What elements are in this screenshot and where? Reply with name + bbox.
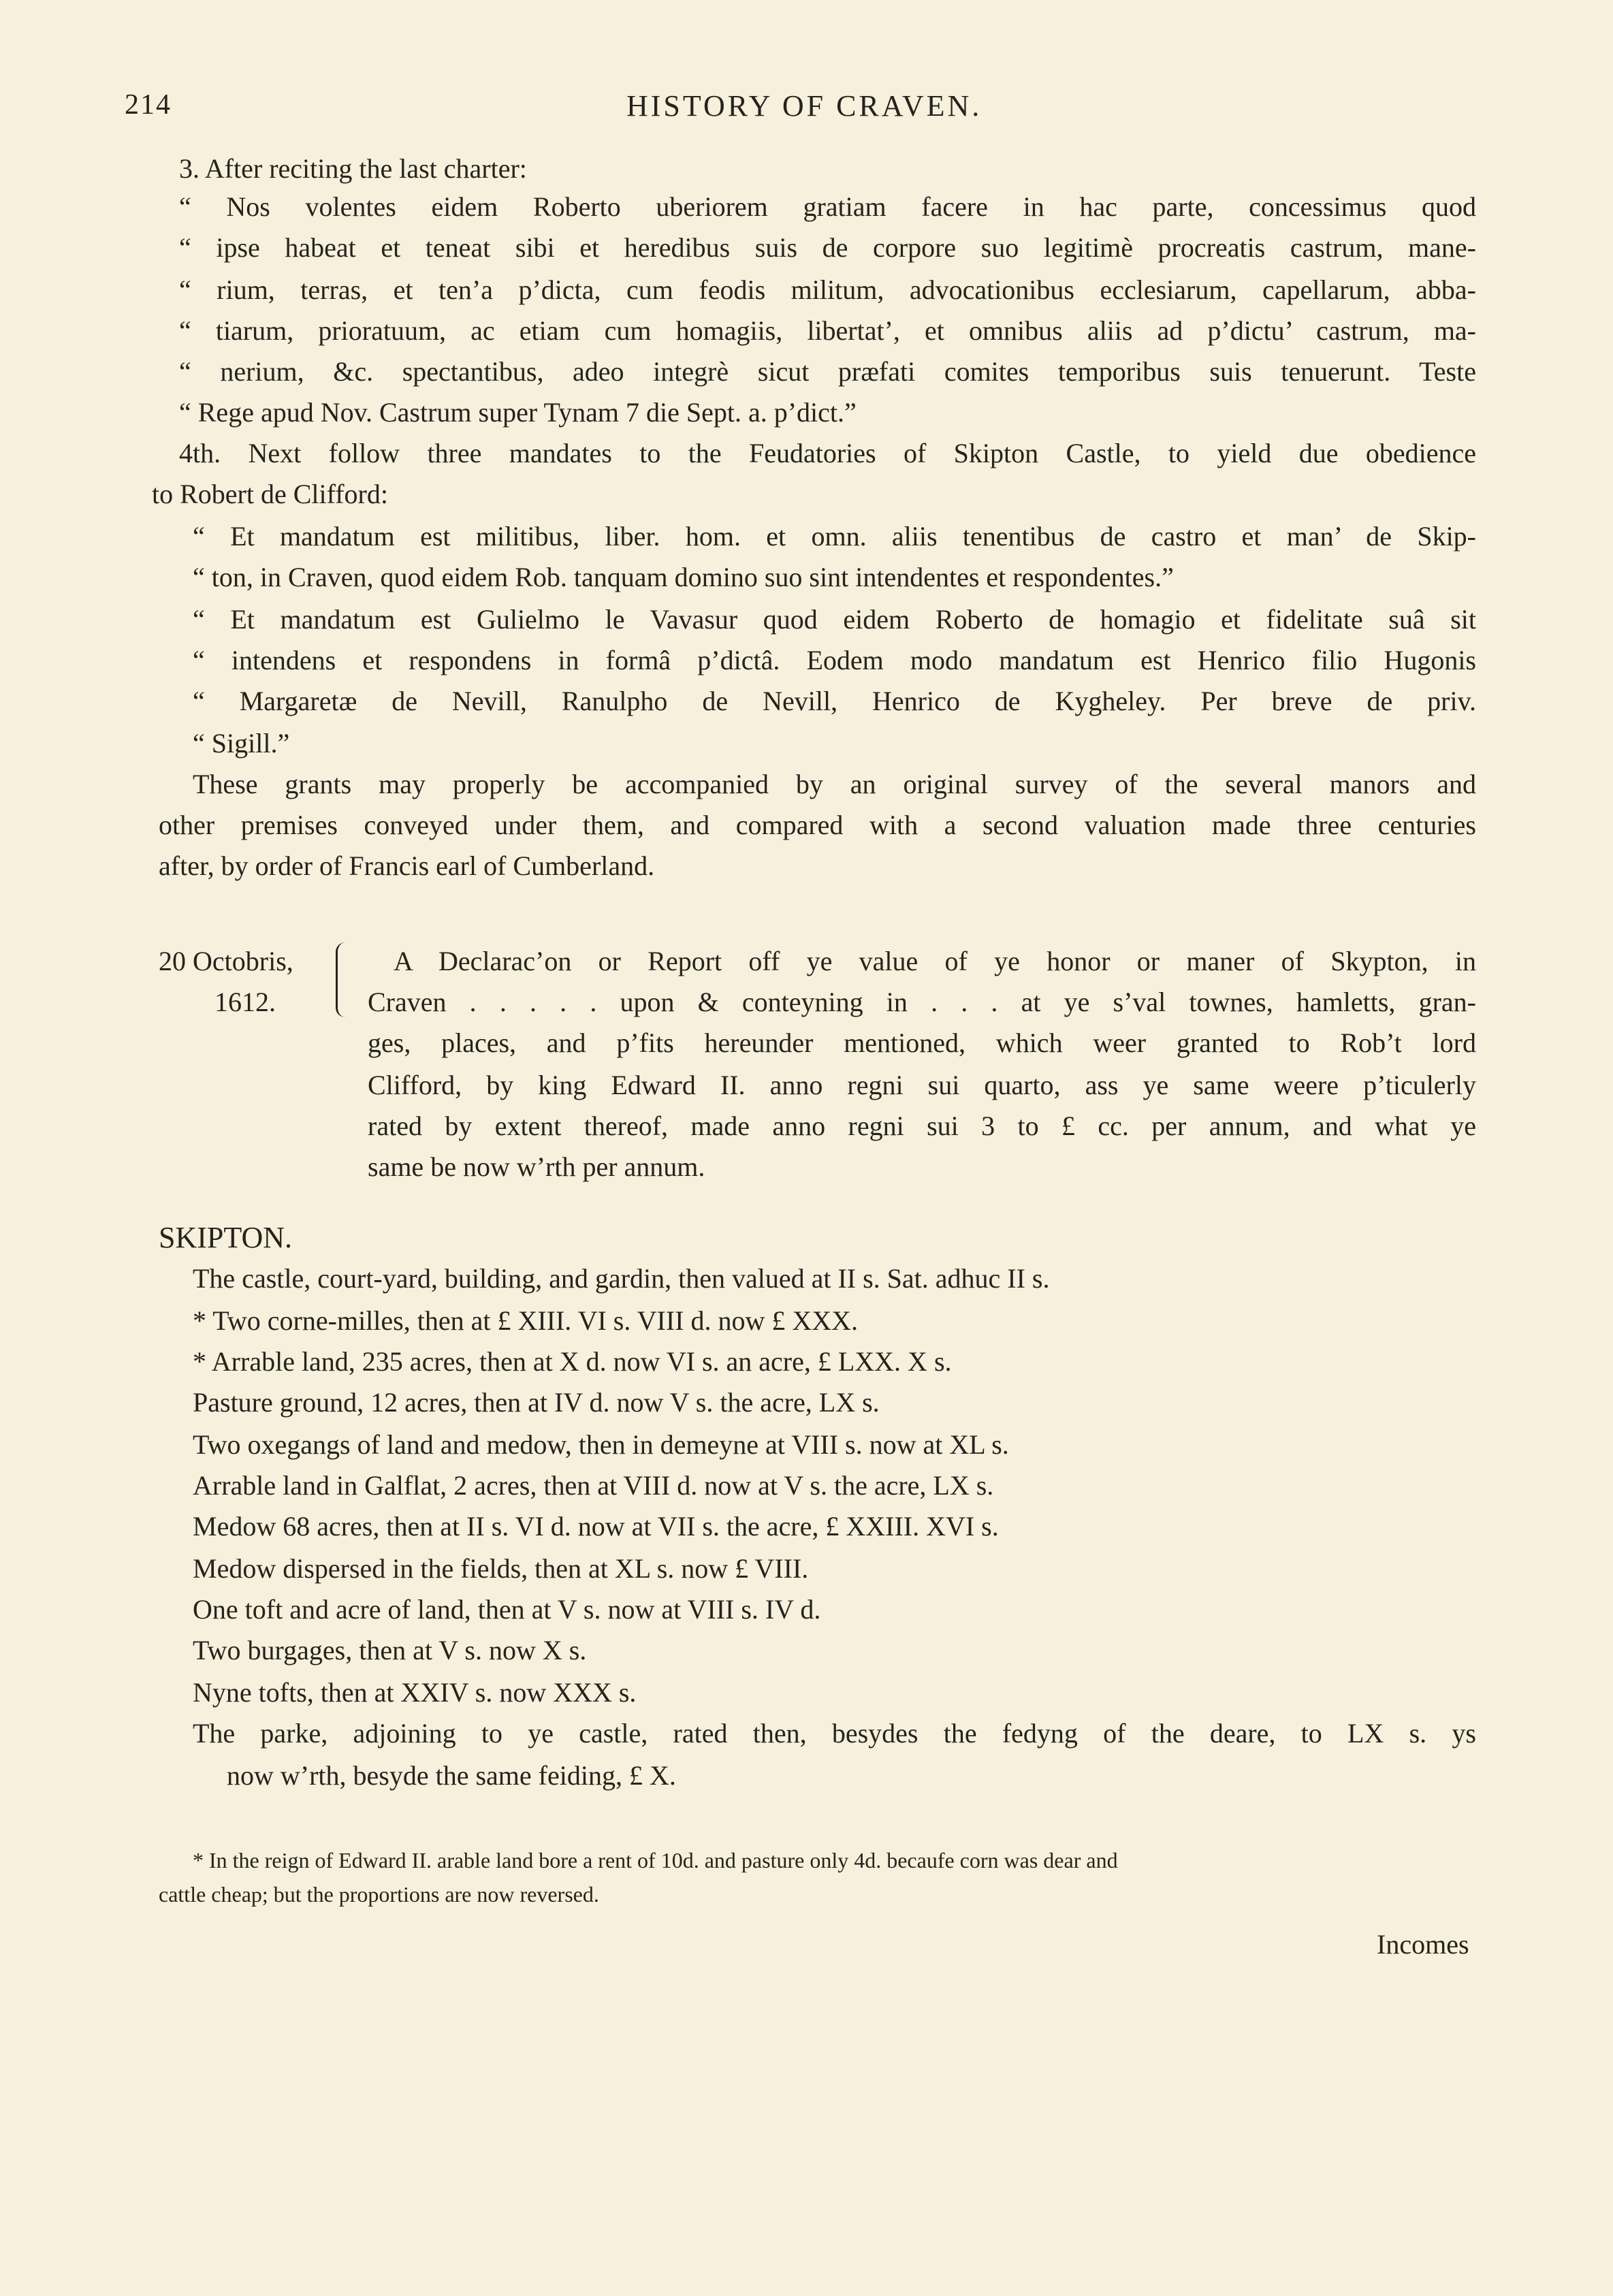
mandate-line: “ Sigill.” xyxy=(193,728,290,759)
survey-entry: Nyne tofts, then at XXIV s. now XXX s. xyxy=(193,1677,637,1708)
survey-entry: Two oxegangs of land and medow, then in demeyne at VIII s. now at XL s. xyxy=(193,1429,1009,1460)
catchword: Incomes xyxy=(1377,1929,1469,1960)
parke-entry: The parke, adjoining to ye castle, rated then, besydes the fedyng of the deare, to LX s. ys xyxy=(193,1718,1476,1749)
survey-entry: One toft and acre of land, then at V s. now at VIII s. IV d. xyxy=(193,1594,821,1625)
running-title: HISTORY OF CRAVEN. xyxy=(626,89,983,123)
declaration-brace xyxy=(336,942,350,1017)
charter-intro: 3. After reciting the last charter: xyxy=(179,153,527,184)
grants-paragraph-line: These grants may properly be accompanied by an original survey of the several manors and xyxy=(193,769,1476,799)
section-heading: SKIPTON. xyxy=(159,1221,293,1254)
parke-entry-cont: now w’rth, besyde the same feiding, £ X. xyxy=(227,1760,676,1791)
mandate-line: “ Et mandatum est Gulielmo le Vavasur quod eidem Roberto de homagio et fidelitate suâ sit xyxy=(193,604,1476,635)
mandates-intro-cont: to Robert de Clifford: xyxy=(152,479,388,509)
declaration-line: rated by extent thereof, made anno regni sui 3 to £ cc. per annum, and what ye xyxy=(368,1111,1476,1141)
declaration-line: same be now w’rth per annum. xyxy=(368,1151,705,1182)
charter-line: “ Rege apud Nov. Castrum super Tynam 7 die Sept. a. p’dict.” xyxy=(179,397,857,428)
charter-line: “ rium, terras, et ten’a p’dicta, cum feodis militum, advocationibus ecclesiarum, capellarum, abba- xyxy=(179,274,1476,305)
survey-entry: Pasture ground, 12 acres, then at IV d. now V s. the acre, LX s. xyxy=(193,1387,880,1418)
charter-line: “ ipse habeat et teneat sibi et heredibus suis de corpore suo legitimè procreatis castrum, mane- xyxy=(179,232,1476,263)
declaration-line: ges, places, and p’fits hereunder mentioned, which weer granted to Rob’t lord xyxy=(368,1027,1476,1058)
survey-entry: Medow dispersed in the fields, then at XL s. now £ VIII. xyxy=(193,1553,809,1584)
grants-paragraph-line: other premises conveyed under them, and compared with a second valuation made three centuries xyxy=(159,810,1476,840)
mandate-line: “ Margaretæ de Nevill, Ranulpho de Nevill, Henrico de Kygheley. Per breve de priv. xyxy=(193,686,1476,716)
declaration-line: Craven . . . . . upon & conteyning in . . . at ye s’val townes, hamletts, gran- xyxy=(368,987,1476,1017)
footnote: * In the reign of Edward II. arable land bore a rent of 10d. and pasture only 4d. becaufe corn was dear and xyxy=(193,1848,1118,1872)
mandate-line: “ ton, in Craven, quod eidem Rob. tanquam domino suo sint intendentes et respondentes.” xyxy=(193,562,1174,592)
survey-entry: Two burgages, then at V s. now X s. xyxy=(193,1635,587,1665)
survey-entry: * Arrable land, 235 acres, then at X d. now VI s. an acre, £ LXX. X s. xyxy=(193,1346,952,1377)
grants-paragraph-line: after, by order of Francis earl of Cumberland. xyxy=(159,850,655,881)
survey-entry: The castle, court-yard, building, and gardin, then valued at II s. Sat. adhuc II s. xyxy=(193,1263,1050,1294)
footnote-cont: cattle cheap; but the proportions are now reversed. xyxy=(159,1882,599,1907)
survey-entry: * Two corne-milles, then at £ XIII. VI s. VIII d. now £ XXX. xyxy=(193,1305,859,1336)
declaration-line: Clifford, by king Edward II. anno regni sui quarto, ass ye same weere p’ticulerly xyxy=(368,1070,1476,1100)
mandate-line: “ intendens et respondens in formâ p’dictâ. Eodem modo mandatum est Henrico filio Hugonis xyxy=(193,645,1476,675)
charter-line: “ Nos volentes eidem Roberto uberiorem gratiam facere in hac parte, concessimus quod xyxy=(179,191,1476,222)
mandate-line: “ Et mandatum est militibus, liber. hom. et omn. aliis tenentibus de castro et man’ de Skip- xyxy=(193,521,1476,552)
charter-line: “ tiarum, prioratuum, ac etiam cum homagiis, libertat’, et omnibus aliis ad p’dictu’ castrum, ma- xyxy=(179,315,1476,346)
mandates-intro: 4th. Next follow three mandates to the Feudatories of Skipton Castle, to yield due obedience xyxy=(179,438,1476,468)
declaration-line: A Declarac’on or Report off ye value of ye honor or maner of Skypton, in xyxy=(394,946,1476,976)
survey-entry: Arrable land in Galflat, 2 acres, then at VIII d. now at V s. the acre, LX s. xyxy=(193,1470,994,1501)
page-number: 214 xyxy=(125,89,172,121)
declaration-year: 1612. xyxy=(214,987,276,1017)
charter-line: “ nerium, &c. spectantibus, adeo integrè sicut præfati comites temporibus suis tenuerunt. Teste xyxy=(179,356,1476,387)
declaration-date: 20 Octobris, xyxy=(159,946,293,976)
survey-entry: Medow 68 acres, then at II s. VI d. now at VII s. the acre, £ XXIII. XVI s. xyxy=(193,1511,999,1542)
